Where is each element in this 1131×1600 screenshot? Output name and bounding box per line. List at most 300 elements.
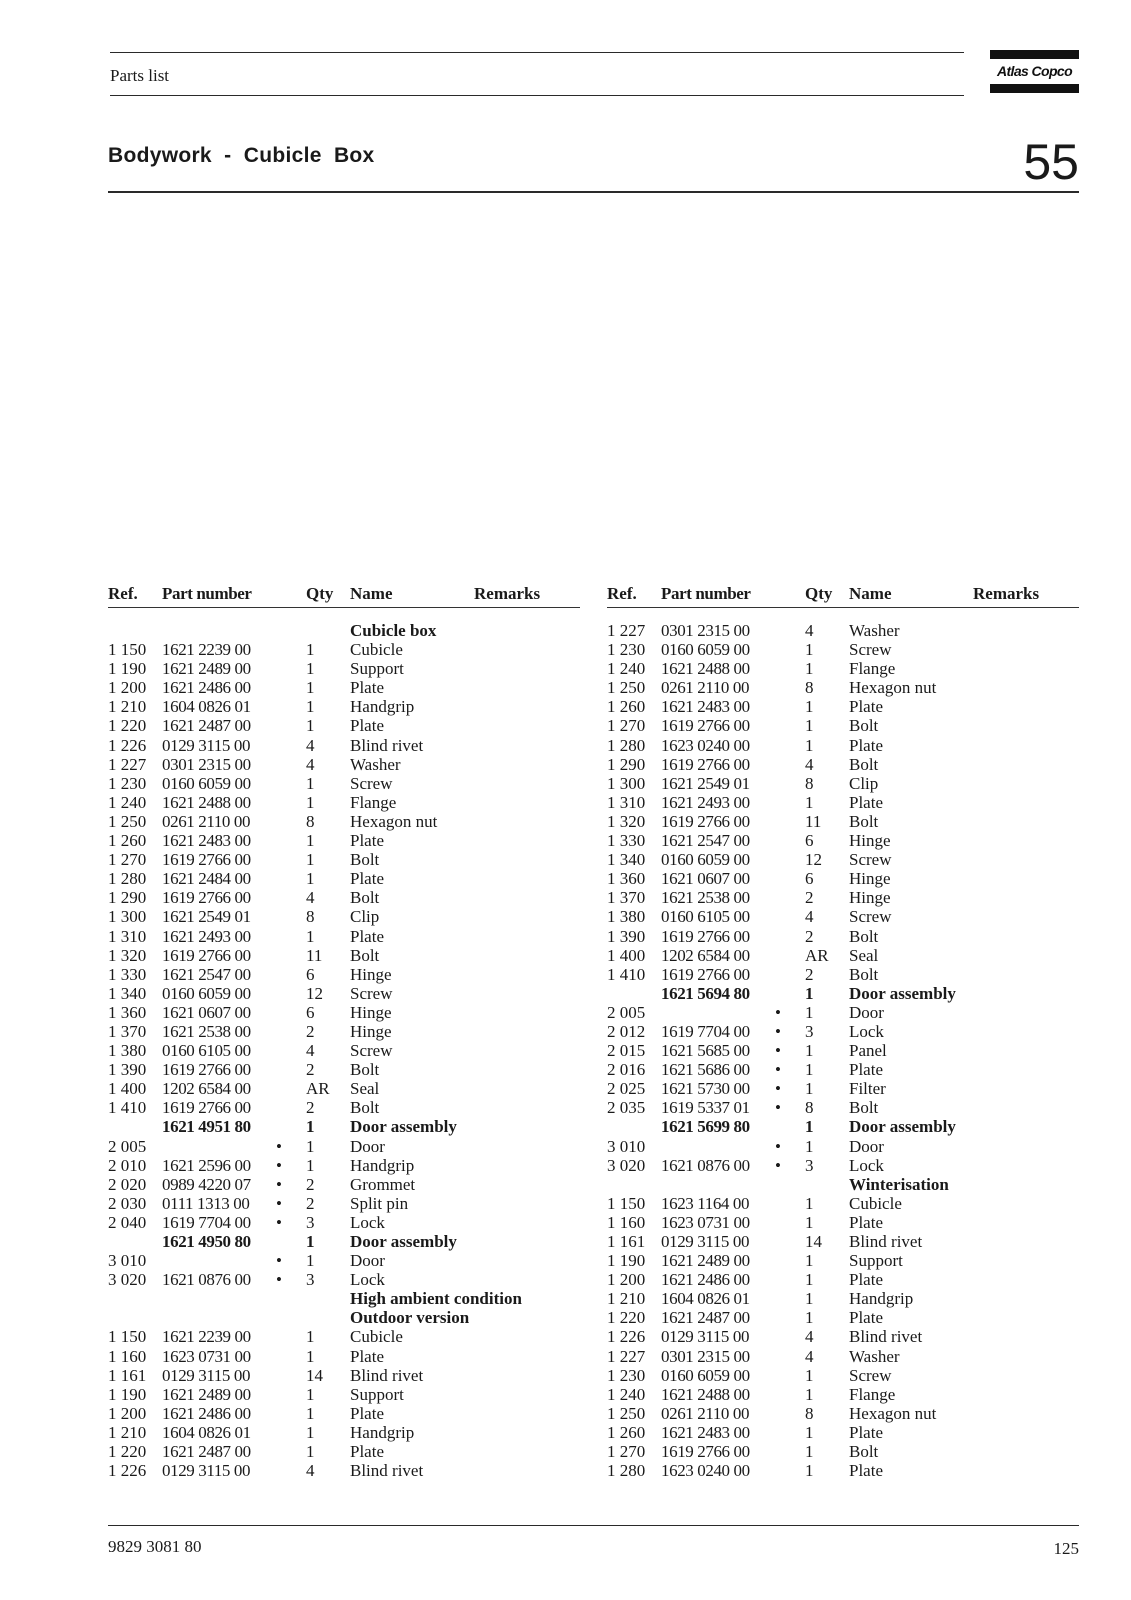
- ref-cell: 2 035: [607, 1098, 646, 1118]
- qty-cell: 4: [306, 1041, 315, 1061]
- name-cell: Clip: [350, 907, 380, 927]
- part-number-cell: 0160 6059 00: [162, 983, 251, 1003]
- ref-cell: 1 227: [607, 621, 646, 640]
- name-cell: Screw: [849, 907, 892, 927]
- qty-cell: 3: [306, 1270, 315, 1290]
- table-row: [108, 1327, 580, 1346]
- part-number-cell: 1621 2483 00: [162, 831, 251, 851]
- qty-cell: 1: [805, 1289, 814, 1309]
- ref-cell: 1 210: [607, 1289, 646, 1309]
- header-qty: Qty: [805, 584, 833, 603]
- name-cell: Plate: [350, 1442, 384, 1462]
- part-number-cell: 1621 2487 00: [162, 716, 251, 736]
- part-number-cell: 1621 2486 00: [661, 1270, 750, 1290]
- name-cell: Bolt: [350, 1060, 380, 1080]
- part-number-cell: 1623 0240 00: [661, 1461, 750, 1481]
- name-cell: Screw: [849, 850, 892, 870]
- ref-cell: 2 030: [108, 1193, 147, 1213]
- name-cell: Hexagon nut: [849, 1403, 937, 1423]
- ref-cell: 1 320: [108, 945, 147, 965]
- name-cell: Plate: [350, 926, 384, 946]
- table-row: [607, 812, 1079, 831]
- name-cell: Plate: [350, 678, 384, 698]
- part-number-cell: 1623 0240 00: [661, 735, 750, 755]
- ref-cell: 1 230: [607, 640, 646, 660]
- bullet-marker: •: [775, 1002, 781, 1022]
- qty-cell: 8: [306, 907, 315, 927]
- qty-cell: 1: [306, 1232, 315, 1251]
- part-number-cell: 1619 2766 00: [162, 945, 251, 965]
- name-cell: Bolt: [350, 850, 380, 870]
- table-row: [607, 1308, 1079, 1327]
- bullet-marker: •: [775, 1060, 781, 1080]
- table-row: [108, 1022, 580, 1041]
- name-cell: Screw: [350, 1041, 393, 1061]
- ref-cell: 1 330: [607, 831, 646, 851]
- table-row: [607, 984, 1079, 1003]
- parts-table-left: [108, 582, 580, 1480]
- part-number-cell: 1619 7704 00: [661, 1021, 750, 1041]
- name-cell: Hexagon nut: [849, 678, 937, 698]
- ref-cell: 1 410: [108, 1098, 147, 1118]
- name-cell: Screw: [849, 1365, 892, 1385]
- ref-cell: 1 226: [108, 1461, 147, 1481]
- name-cell: Plate: [849, 1060, 883, 1080]
- ref-cell: 1 380: [607, 907, 646, 927]
- table-row: [108, 1117, 580, 1136]
- qty-cell: 2: [805, 964, 814, 984]
- qty-cell: 1: [805, 697, 814, 717]
- ref-cell: 1 360: [108, 1002, 147, 1022]
- qty-cell: 1: [306, 792, 315, 812]
- name-cell: Flange: [849, 1384, 896, 1404]
- table-row: [607, 831, 1079, 850]
- qty-cell: 1: [805, 1270, 814, 1290]
- table-row: [607, 946, 1079, 965]
- part-number-cell: 1621 2549 01: [162, 907, 251, 927]
- ref-cell: 1 380: [108, 1041, 147, 1061]
- part-number-cell: 1621 2489 00: [162, 659, 251, 679]
- qty-cell: 1: [306, 1136, 315, 1156]
- name-cell: Cubicle: [350, 1327, 403, 1347]
- part-number-cell: 1619 2766 00: [661, 811, 750, 831]
- ref-cell: 1 290: [607, 754, 646, 774]
- qty-cell: 1: [805, 1117, 814, 1137]
- part-number-cell: 1619 2766 00: [661, 964, 750, 984]
- part-number-cell: 0160 6105 00: [162, 1041, 251, 1061]
- ref-cell: 1 226: [108, 735, 147, 755]
- part-number-cell: 1621 2486 00: [162, 1403, 251, 1423]
- table-row: [108, 1194, 580, 1213]
- table-row: [108, 716, 580, 735]
- table-row: [607, 1175, 1079, 1194]
- table-header: [108, 582, 580, 608]
- table-row: [607, 1404, 1079, 1423]
- name-cell: Hexagon nut: [350, 811, 438, 831]
- table-rows: [607, 621, 1079, 1480]
- header-name: Name: [350, 584, 393, 603]
- name-cell: Lock: [849, 1155, 884, 1175]
- name-cell: Plate: [350, 1346, 384, 1366]
- ref-cell: 1 150: [108, 640, 147, 660]
- ref-cell: 2 005: [108, 1136, 147, 1156]
- qty-cell: 1: [805, 1308, 814, 1328]
- name-cell: Panel: [849, 1041, 887, 1061]
- name-cell: Door: [849, 1002, 884, 1022]
- table-row: [108, 812, 580, 831]
- part-number-cell: 0301 2315 00: [162, 754, 251, 774]
- name-cell: Plate: [849, 735, 883, 755]
- qty-cell: 4: [306, 888, 315, 908]
- table-row: [607, 1461, 1079, 1480]
- table-row: [607, 1366, 1079, 1385]
- parts-table-right: [607, 582, 1079, 1480]
- header-ref: Ref.: [108, 584, 138, 603]
- table-row: [108, 1289, 580, 1308]
- ref-cell: 1 270: [607, 1442, 646, 1462]
- table-row: [108, 640, 580, 659]
- part-number-cell: 1621 2484 00: [162, 869, 251, 889]
- qty-cell: 1: [805, 735, 814, 755]
- table-row: [607, 1423, 1079, 1442]
- table-row: [108, 678, 580, 697]
- table-row: [108, 1366, 580, 1385]
- qty-cell: 1: [805, 640, 814, 660]
- name-cell: Door: [849, 1136, 884, 1156]
- logo-wordmark: Atlas Copco: [996, 63, 1073, 79]
- table-row: [108, 1251, 580, 1270]
- name-cell: Seal: [849, 945, 879, 965]
- part-number-cell: 1202 6584 00: [661, 945, 750, 965]
- ref-cell: 1 310: [108, 926, 147, 946]
- table-row: [607, 1213, 1079, 1232]
- name-cell: Bolt: [849, 926, 879, 946]
- name-cell: Plate: [350, 1403, 384, 1423]
- part-number-cell: 1621 2489 00: [661, 1251, 750, 1271]
- table-row: [108, 1003, 580, 1022]
- table-row: [607, 850, 1079, 869]
- table-rows: [108, 621, 580, 1480]
- ref-cell: 1 390: [607, 926, 646, 946]
- name-cell: Bolt: [849, 811, 879, 831]
- ref-cell: 3 010: [607, 1136, 646, 1156]
- page-label: Parts list: [110, 66, 170, 85]
- header-ref: Ref.: [607, 584, 637, 603]
- name-cell: Door assembly: [350, 1232, 457, 1251]
- header-remarks: Remarks: [474, 584, 541, 603]
- name-cell: Washer: [350, 754, 401, 774]
- name-cell: Door: [350, 1136, 385, 1156]
- part-number-cell: 1623 0731 00: [661, 1212, 750, 1232]
- part-number-cell: 1621 2596 00: [162, 1155, 251, 1175]
- part-number-cell: 1619 2766 00: [162, 850, 251, 870]
- qty-cell: 1: [306, 926, 315, 946]
- part-number-cell: 0989 4220 07: [162, 1174, 251, 1194]
- qty-cell: 1: [306, 640, 315, 660]
- qty-cell: 2: [306, 1060, 315, 1080]
- ref-cell: 1 340: [607, 850, 646, 870]
- qty-cell: 2: [805, 926, 814, 946]
- qty-cell: 1: [306, 1327, 315, 1347]
- part-number-cell: 1623 0731 00: [162, 1346, 251, 1366]
- section-title: Bodywork - Cubicle Box: [108, 144, 375, 167]
- ref-cell: 1 230: [607, 1365, 646, 1385]
- table-row: [108, 1041, 580, 1060]
- table-row: [108, 659, 580, 678]
- footer-rule: [108, 1525, 1079, 1526]
- ref-cell: 1 400: [607, 945, 646, 965]
- table-row: [108, 1442, 580, 1461]
- name-cell: Bolt: [849, 964, 879, 984]
- table-row: [607, 736, 1079, 755]
- qty-cell: 1: [805, 983, 814, 1003]
- ref-cell: 1 280: [108, 869, 147, 889]
- ref-cell: 1 250: [607, 678, 646, 698]
- ref-cell: 1 220: [108, 716, 147, 736]
- name-cell: Blind rivet: [350, 1461, 424, 1481]
- name-cell: Handgrip: [350, 1422, 415, 1442]
- table-row: [108, 888, 580, 907]
- qty-cell: 1: [306, 697, 315, 717]
- table-row: [607, 1385, 1079, 1404]
- name-cell: Cubicle: [350, 640, 403, 660]
- part-number-cell: 1621 5699 80: [661, 1117, 750, 1137]
- table-row: [108, 946, 580, 965]
- ref-cell: 1 370: [607, 888, 646, 908]
- qty-cell: 1: [805, 1251, 814, 1271]
- part-number-cell: 1621 2488 00: [162, 792, 251, 812]
- ref-cell: 1 240: [108, 792, 147, 812]
- qty-cell: 1: [306, 1384, 315, 1404]
- qty-cell: 1: [805, 1136, 814, 1156]
- qty-cell: 2: [306, 1098, 315, 1118]
- part-number-cell: 1604 0826 01: [162, 697, 251, 717]
- table-row: [108, 984, 580, 1003]
- part-number-cell: 1621 5686 00: [661, 1060, 750, 1080]
- name-cell: Seal: [350, 1079, 380, 1099]
- part-number-cell: 0261 2110 00: [162, 811, 251, 831]
- part-number-cell: 1621 2547 00: [661, 831, 750, 851]
- table-row: [108, 907, 580, 926]
- bullet-marker: •: [775, 1136, 781, 1156]
- name-cell: Lock: [350, 1212, 385, 1232]
- name-cell: Grommet: [350, 1174, 416, 1194]
- name-cell: Handgrip: [350, 697, 415, 717]
- name-cell: Bolt: [849, 1442, 879, 1462]
- qty-cell: 1: [306, 831, 315, 851]
- ref-cell: 2 010: [108, 1155, 147, 1175]
- ref-cell: 3 020: [607, 1155, 646, 1175]
- qty-cell: 1: [306, 773, 315, 793]
- qty-cell: 11: [306, 945, 323, 965]
- name-cell: Outdoor version: [350, 1308, 470, 1328]
- table-row: [607, 1022, 1079, 1041]
- ref-cell: 1 290: [108, 888, 147, 908]
- ref-cell: 1 320: [607, 811, 646, 831]
- table-row: [607, 1442, 1079, 1461]
- qty-cell: AR: [306, 1079, 330, 1099]
- name-cell: Screw: [350, 773, 393, 793]
- name-cell: Blind rivet: [849, 1232, 923, 1251]
- bullet-marker: •: [276, 1270, 282, 1290]
- ref-cell: 1 190: [108, 1384, 147, 1404]
- ref-cell: 1 200: [607, 1270, 646, 1290]
- qty-cell: 1: [805, 792, 814, 812]
- qty-cell: 1: [805, 1461, 814, 1481]
- table-header: [607, 582, 1079, 608]
- qty-cell: 4: [805, 1327, 814, 1347]
- table-row: [108, 774, 580, 793]
- ref-cell: 1 200: [108, 1403, 147, 1423]
- name-cell: Washer: [849, 621, 900, 640]
- part-number-cell: 1621 0607 00: [661, 869, 750, 889]
- qty-cell: 8: [805, 1403, 814, 1423]
- table-row: [108, 1156, 580, 1175]
- table-row: [108, 1404, 580, 1423]
- table-row: [607, 774, 1079, 793]
- part-number-cell: 1619 2766 00: [661, 754, 750, 774]
- part-number-cell: 1619 2766 00: [661, 1442, 750, 1462]
- table-row: [108, 1347, 580, 1366]
- qty-cell: 12: [306, 983, 323, 1003]
- ref-cell: 2 025: [607, 1079, 646, 1099]
- table-row: [607, 678, 1079, 697]
- part-number-cell: 1621 2488 00: [661, 659, 750, 679]
- ref-cell: 1 240: [607, 1384, 646, 1404]
- table-row: [108, 1308, 580, 1327]
- ref-cell: 1 150: [607, 1193, 646, 1213]
- ref-cell: 2 012: [607, 1021, 646, 1041]
- ref-cell: 1 160: [108, 1346, 147, 1366]
- name-cell: Plate: [350, 831, 384, 851]
- ref-cell: 1 370: [108, 1021, 147, 1041]
- table-row: [108, 1060, 580, 1079]
- part-number-cell: 1621 0876 00: [661, 1155, 750, 1175]
- table-row: [108, 793, 580, 812]
- table-row: [607, 1194, 1079, 1213]
- part-number-cell: 0129 3115 00: [661, 1232, 750, 1251]
- part-number-cell: 1202 6584 00: [162, 1079, 251, 1099]
- qty-cell: 8: [805, 773, 814, 793]
- part-number-cell: 1619 2766 00: [661, 716, 750, 736]
- part-number-cell: 1621 2493 00: [661, 792, 750, 812]
- qty-cell: 6: [306, 964, 315, 984]
- qty-cell: 4: [306, 1461, 315, 1481]
- name-cell: Plate: [849, 792, 883, 812]
- bullet-marker: •: [775, 1079, 781, 1099]
- part-number-cell: 1619 2766 00: [162, 1098, 251, 1118]
- table-row: [108, 1098, 580, 1117]
- qty-cell: 1: [306, 869, 315, 889]
- qty-cell: 1: [805, 659, 814, 679]
- part-number-cell: 0160 6059 00: [661, 640, 750, 660]
- ref-cell: 2 016: [607, 1060, 646, 1080]
- table-row: [108, 736, 580, 755]
- header-part-number: Part number: [661, 584, 751, 603]
- bullet-marker: •: [775, 1021, 781, 1041]
- ref-cell: 1 161: [108, 1365, 147, 1385]
- part-number-cell: 1621 4951 80: [162, 1117, 251, 1137]
- part-number-cell: 0129 3115 00: [162, 735, 251, 755]
- name-cell: Door assembly: [350, 1117, 457, 1137]
- bullet-marker: •: [276, 1251, 282, 1271]
- name-cell: Support: [849, 1251, 903, 1271]
- qty-cell: 1: [306, 659, 315, 679]
- table-row: [607, 697, 1079, 716]
- name-cell: Screw: [849, 640, 892, 660]
- atlas-copco-logo: [990, 50, 1079, 94]
- name-cell: Plate: [849, 1212, 883, 1232]
- table-row: [607, 1079, 1079, 1098]
- part-number-cell: 1619 5337 01: [661, 1098, 750, 1118]
- table-row: [108, 869, 580, 888]
- qty-cell: 3: [805, 1155, 814, 1175]
- ref-cell: 2 015: [607, 1041, 646, 1061]
- ref-cell: 1 160: [607, 1212, 646, 1232]
- qty-cell: 1: [306, 1251, 315, 1271]
- part-number-cell: 1619 7704 00: [162, 1212, 251, 1232]
- qty-cell: 1: [306, 1155, 315, 1175]
- part-number-cell: 1621 2538 00: [661, 888, 750, 908]
- part-number-cell: 0261 2110 00: [661, 1403, 750, 1423]
- table-row: [108, 1461, 580, 1480]
- header-bottom-rule: [110, 95, 964, 96]
- bullet-marker: •: [775, 1041, 781, 1061]
- part-number-cell: 0129 3115 00: [162, 1365, 251, 1385]
- qty-cell: 1: [306, 1422, 315, 1442]
- qty-cell: 2: [805, 888, 814, 908]
- qty-cell: 14: [805, 1232, 822, 1251]
- name-cell: Filter: [849, 1079, 886, 1099]
- ref-cell: 1 220: [607, 1308, 646, 1328]
- qty-cell: 4: [805, 1346, 814, 1366]
- name-cell: Bolt: [849, 716, 879, 736]
- part-number-cell: 1621 2487 00: [162, 1442, 251, 1462]
- ref-cell: 1 210: [108, 697, 147, 717]
- logo-bottom-bar: [990, 84, 1079, 93]
- ref-cell: 1 190: [108, 659, 147, 679]
- qty-cell: AR: [805, 945, 829, 965]
- part-number-cell: 1621 2239 00: [162, 1327, 251, 1347]
- qty-cell: 4: [306, 754, 315, 774]
- table-row: [607, 1060, 1079, 1079]
- table-row: [607, 1270, 1079, 1289]
- table-row: [607, 1156, 1079, 1175]
- ref-cell: 1 260: [108, 831, 147, 851]
- name-cell: Hinge: [849, 869, 891, 889]
- qty-cell: 1: [805, 1365, 814, 1385]
- part-number-cell: 1621 2483 00: [661, 1422, 750, 1442]
- page-number: 125: [1053, 1539, 1079, 1558]
- table-row: [607, 1098, 1079, 1117]
- qty-cell: 1: [805, 1041, 814, 1061]
- ref-cell: 1 260: [607, 1422, 646, 1442]
- qty-cell: 1: [805, 1002, 814, 1022]
- part-number-cell: 1619 2766 00: [162, 888, 251, 908]
- ref-cell: 2 040: [108, 1212, 147, 1232]
- part-number-cell: 1621 2483 00: [661, 697, 750, 717]
- ref-cell: 1 280: [607, 1461, 646, 1481]
- name-cell: Hinge: [350, 964, 392, 984]
- name-cell: Plate: [849, 1422, 883, 1442]
- ref-cell: 1 330: [108, 964, 147, 984]
- table-row: [607, 621, 1079, 640]
- qty-cell: 2: [306, 1193, 315, 1213]
- table-row: [607, 640, 1079, 659]
- part-number-cell: 0160 6059 00: [162, 773, 251, 793]
- part-number-cell: 1621 2493 00: [162, 926, 251, 946]
- table-row: [108, 1213, 580, 1232]
